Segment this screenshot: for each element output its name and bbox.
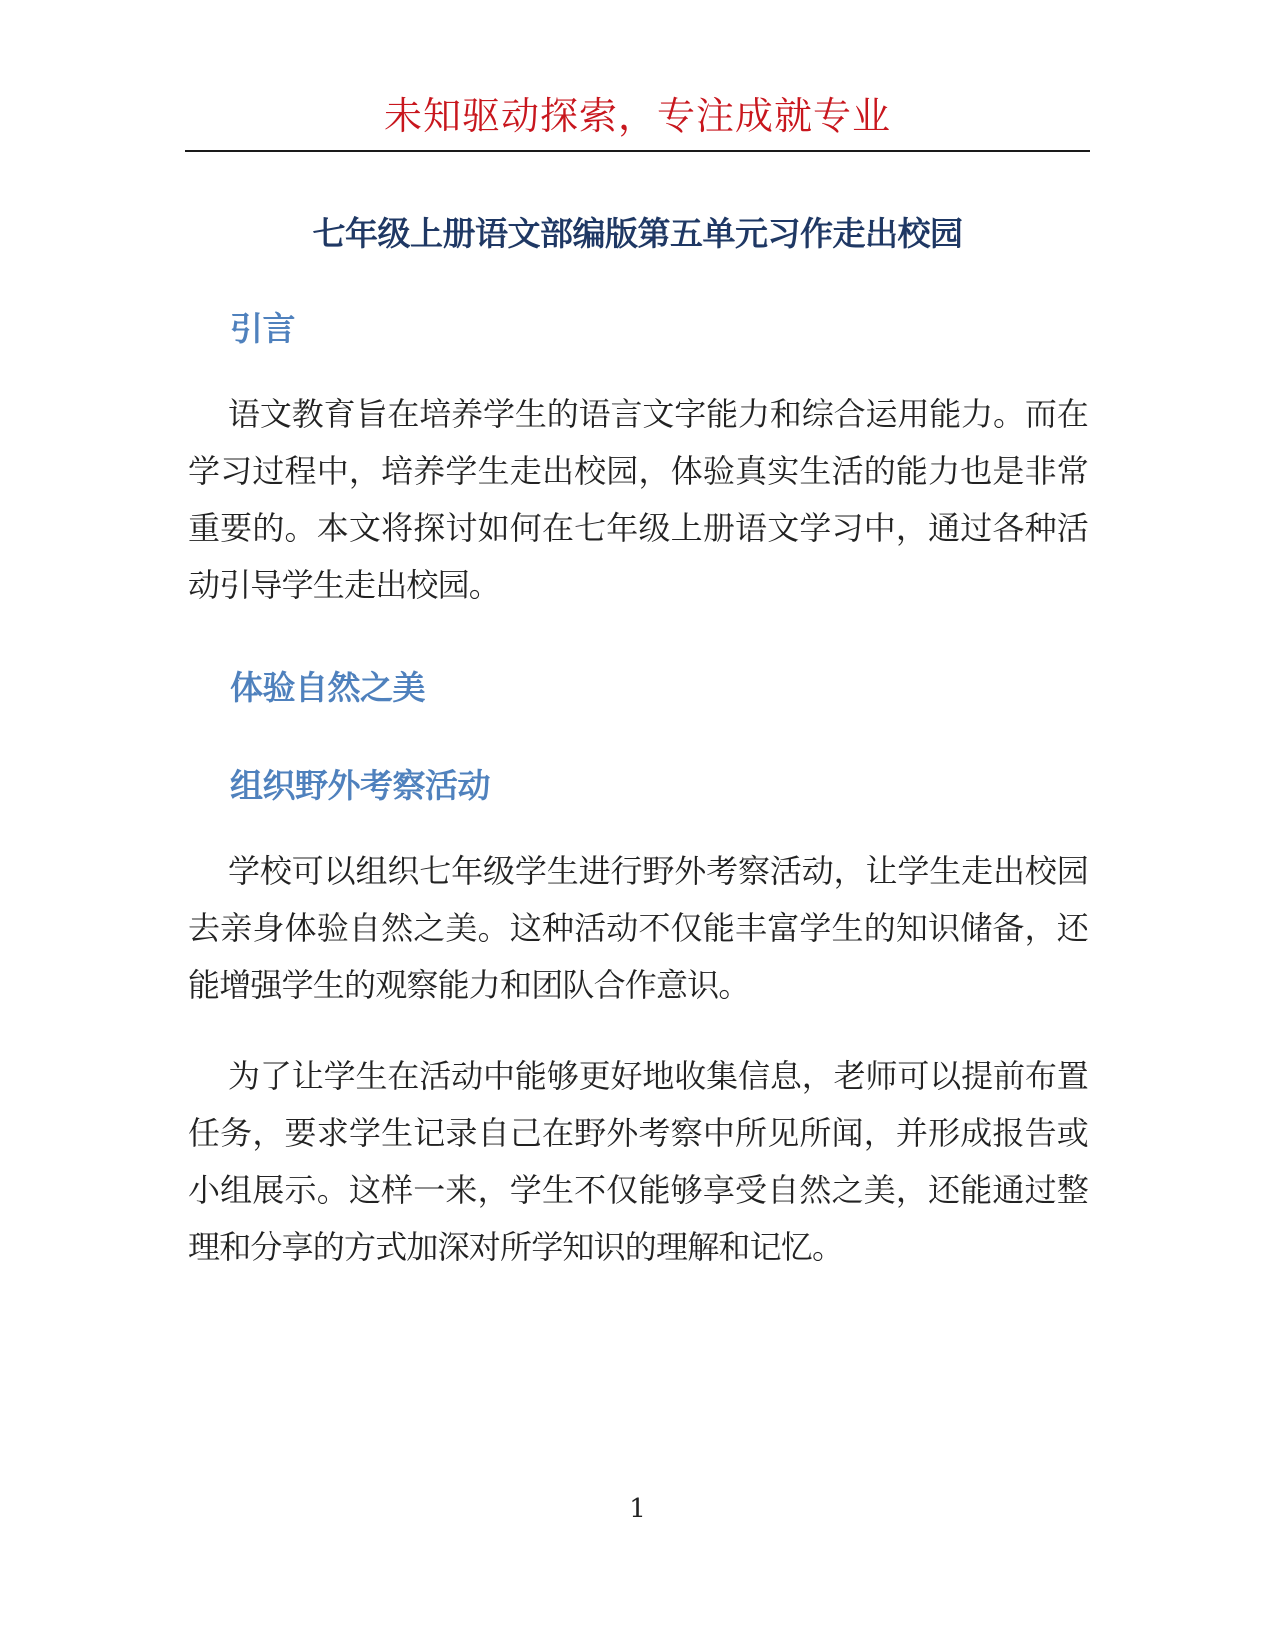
paragraph-intro: 语文教育旨在培养学生的语言文字能力和综合运用能力。而在学习过程中，培养学生走出校园，体验真实生活的能力也是非常重要的。本文将探讨如何在七年级上册语文学习中，通过各种活动引导学生走出校园。 — [188, 395, 1088, 604]
paragraph-tasks: 为了让学生在活动中能够更好地收集信息，老师可以提前布置任务，要求学生记录自己在野外考察中所见所闻，并形成报告或小组展示。这样一来，学生不仅能够享受自然之美，还能通过整理和分享的方式加深对所学知识的理解和记忆。 — [188, 1057, 1088, 1266]
section-heading-nature: 体验自然之美 — [230, 668, 425, 707]
section-heading-intro: 引言 — [230, 309, 295, 348]
document-title: 七年级上册语文部编版第五单元习作走出校园 — [312, 214, 963, 253]
header-slogan: 未知驱动探索，专注成就专业 — [383, 94, 891, 138]
page-number: 1 — [629, 1494, 646, 1524]
header-divider — [185, 150, 1090, 152]
section-heading-field-trip: 组织野外考察活动 — [230, 766, 490, 805]
paragraph-field-trip: 学校可以组织七年级学生进行野外考察活动，让学生走出校园去亲身体验自然之美。这种活动不仅能丰富学生的知识储备，还能增强学生的观察能力和团队合作意识。 — [188, 852, 1088, 1004]
